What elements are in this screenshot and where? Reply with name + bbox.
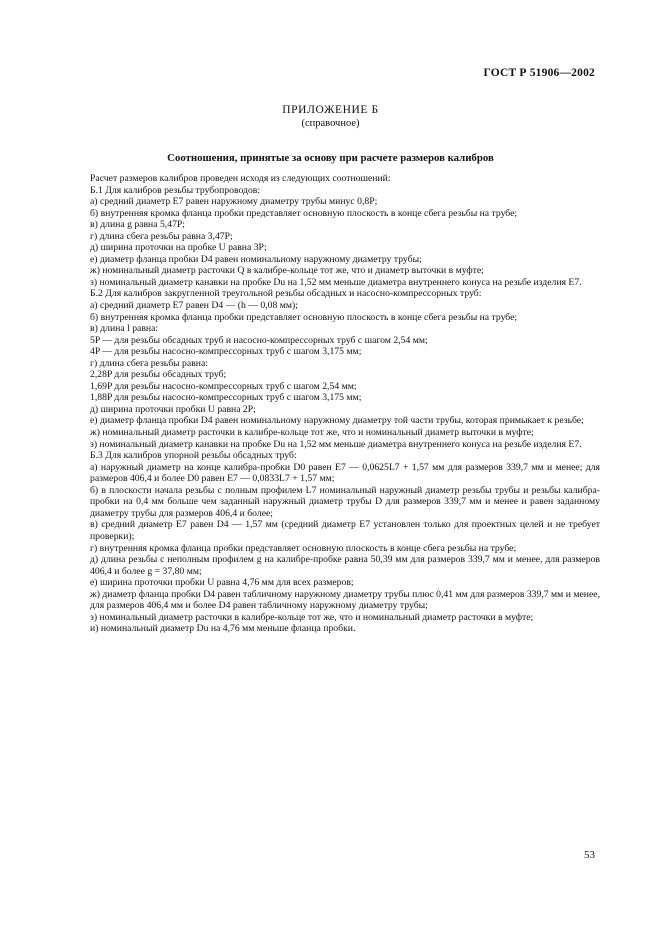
- clause-b2-g3: 1,88P для резьбы насосно-компрессорных труб с шагом 3,175 мм;: [90, 392, 362, 404]
- clause-b2-g1: 2,28P для резьбы обсадных труб;: [90, 369, 227, 381]
- clause-b3-d: д) длина резьбы с неполным профилем g на калибре-пробке равна 50,39 мм для размеров 339,7 мм и менее, для размеров 406,4 и более g = 37,80 мм;: [90, 554, 600, 577]
- clause-b1-g: г) длина сбега резьбы равна 3,47P;: [90, 230, 233, 242]
- clause-b3-zh: ж) диаметр фланца пробки D4 равен табличному наружному диаметру трубы плюс 0,41 мм для размеров 339,7 мм и менее, для размеров 406,4 мм и более D4 равен табличному наружному диаметру трубы;: [90, 588, 600, 612]
- clause-b3-z: з) номинальный диаметр расточки в калибре-кольце тот же, что и номинальный диаметр расточки в муфте;: [90, 611, 534, 623]
- clause-b3-b: б) в плоскости начала резьбы с полным профилем L7 номинальный наружный диаметр резьбы трубы и резьбы калибра-пробки на 0,4 мм больше чем заданный наружный диаметр трубы D для размеров 339,7 мм и менее и равен заданному диаметру трубы для размеров 406,4 и более;: [90, 484, 600, 519]
- clause-b3-v: в) средний диаметр E7 равен D4 — 1,57 мм (средний диаметр E7 установлен только для проектных целей и не требует проверки);: [90, 519, 600, 542]
- clause-b2-g: г) длина сбега резьбы равна:: [90, 357, 208, 369]
- clause-b3-e: е) ширина проточки пробки U равна 4,76 мм для всех размеров;: [90, 577, 354, 589]
- clause-b3-i: и) номинальный диаметр Du на 4,76 мм меньше фланца пробки.: [90, 623, 356, 635]
- clause-b3-a: а) наружный диаметр на конце калибра-пробки D0 равен E7 — 0,0625L7 + 1,57 мм для размеров 339,7 мм и менее; для размеров 406,4 и более D0 равен E7 — 0,0833L7 + 1,57 мм;: [90, 461, 600, 485]
- clause-b1-z: з) номинальный диаметр канавки на пробке Du на 1,52 мм меньше диаметра внутреннего конуса на резьбе изделия E7.: [90, 276, 582, 288]
- clause-b2-v1: 5P — для резьбы обсадных труб и насосно-компрессорных труб с шагом 2,54 мм;: [90, 334, 428, 346]
- clause-b2-g2: 1,69P для резьбы насосно-компрессорных труб с шагом 2,54 мм;: [90, 380, 357, 392]
- clause-b1-e: е) диаметр фланца пробки D4 равен номинальному наружному диаметру трубы;: [90, 253, 422, 265]
- clause-b1-zh: ж) номинальный диаметр расточки Q в калибре-кольце тот же, что и диаметр выточки в муфте;: [90, 265, 484, 277]
- section-heading: Соотношения, принятые за основу при расчете размеров калибров: [167, 152, 494, 164]
- clause-b1-title: Б.1 Для калибров резьбы трубопроводов:: [90, 184, 261, 196]
- clause-b1-v: в) длина g равна 5,47P;: [90, 219, 185, 231]
- appendix-title: ПРИЛОЖЕНИЕ Б: [282, 104, 379, 116]
- appendix-subtitle: (справочное): [301, 118, 360, 129]
- clause-b1-b: б) внутренняя кромка фланца пробки представляет основную плоскость в конце сбега резьбы на трубе;: [90, 207, 518, 219]
- document-code: ГОСТ Р 51906—2002: [483, 67, 595, 79]
- document-body: [87, 173, 600, 635]
- clause-b1-a: а) средний диаметр E7 равен наружному диаметру трубы минус 0,8P;: [90, 196, 378, 208]
- clause-b2-a: а) средний диаметр E7 равен D4 — (h — 0,08 мм);: [90, 300, 298, 312]
- clause-b3-title: Б.3 Для калибров упорной резьбы обсадных труб:: [90, 450, 297, 462]
- clause-b2-d: д) ширина проточки пробки U равна 2P;: [90, 403, 256, 415]
- page-number: 53: [584, 849, 595, 861]
- intro-paragraph: Расчет размеров калибров проведен исходя из следующих соотношений:: [90, 173, 391, 184]
- clause-b2-b: б) внутренняя кромка фланца пробки представляет основную плоскость в конце сбега резьбы на трубе;: [90, 311, 518, 323]
- clause-b2-v: в) длина l равна:: [90, 323, 159, 335]
- clause-b2-title: Б.2 Для калибров закругленной треугольной резьбы обсадных и насосно-компрессорных труб:: [90, 288, 482, 300]
- clause-b2-v2: 4P — для резьбы насосно-компрессорных труб с шагом 3,175 мм;: [90, 346, 362, 358]
- clause-b2-z: з) номинальный диаметр канавки на пробке Du на 1,52 мм меньше диаметра внутреннего конуса на резьбе изделия E7.: [90, 438, 582, 450]
- clause-b2-zh: ж) номинальный диаметр расточки в калибре-кольце тот же, что и номинальный диаметр выточки в муфте;: [90, 427, 534, 439]
- clause-b3-g: г) внутренняя кромка фланца пробки представляет основную плоскость в конце сбега резьбы на трубе;: [90, 542, 517, 554]
- clause-b2-e: е) диаметр фланца пробки D4 равен номинальному наружному диаметру той части трубы, которая примыкает к резьбе;: [90, 415, 584, 427]
- clause-b1-d: д) ширина проточки на пробке U равна 3P;: [90, 242, 267, 254]
